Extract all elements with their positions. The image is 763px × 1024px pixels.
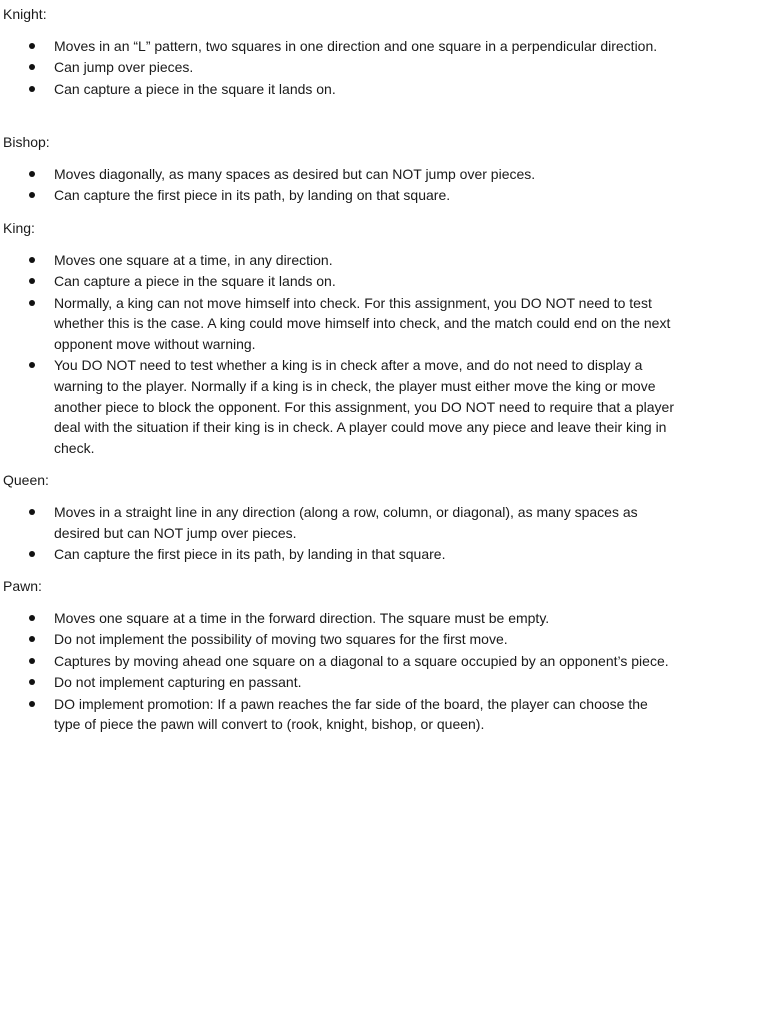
bullet-list xyxy=(0,502,700,565)
list-item xyxy=(0,271,674,292)
list-item-text: Moves in a straight line in any direction (along a row, column, or diagonal), as many spaces as desired but can NOT jump over pieces. xyxy=(54,504,638,541)
list-item-text: Captures by moving ahead one square on a diagonal to a square occupied by an opponent’s piece. xyxy=(54,652,669,669)
list-item xyxy=(0,694,674,735)
list-item-text: Moves diagonally, as many spaces as desired but can NOT jump over pieces. xyxy=(54,166,536,182)
bullet-icon xyxy=(29,300,35,306)
bullet-icon xyxy=(29,701,35,707)
list-item xyxy=(0,57,674,78)
list-item xyxy=(0,36,674,57)
list-item xyxy=(0,502,674,543)
list-item-text: Can capture the first piece in its path, by landing in that square. xyxy=(54,545,446,562)
bullet-icon xyxy=(29,257,35,263)
bullet-icon xyxy=(29,636,35,642)
section-heading: Queen: xyxy=(3,472,49,488)
bullet-icon xyxy=(29,171,35,177)
list-item xyxy=(0,355,674,458)
section-heading: Knight: xyxy=(3,6,47,22)
list-item-text: DO implement promotion: If a pawn reaches the far side of the board, the player can choose the type of piece the pawn will convert to (rook, knight, bishop, or queen). xyxy=(54,695,648,733)
list-item xyxy=(0,672,674,693)
list-item xyxy=(0,79,674,100)
list-item xyxy=(0,544,674,565)
list-item-text: Can jump over pieces. xyxy=(54,59,194,76)
bullet-icon xyxy=(29,192,35,198)
bullet-icon xyxy=(29,615,35,621)
list-item xyxy=(0,608,674,629)
list-item-text: Do not implement capturing en passant. xyxy=(54,674,302,691)
list-item xyxy=(0,293,674,355)
list-item xyxy=(0,164,674,185)
bullet-icon xyxy=(29,362,35,368)
bullet-icon xyxy=(29,658,35,664)
bullet-icon xyxy=(29,64,35,70)
bullet-icon xyxy=(29,551,35,557)
list-item-text: Can capture a piece in the square it lands on. xyxy=(54,80,336,97)
list-item xyxy=(0,250,674,271)
section-heading: Pawn: xyxy=(3,578,42,594)
list-item-text: Moves in an “L” pattern, two squares in one direction and one square in a perpendicular direction. xyxy=(54,38,658,54)
section-heading: King: xyxy=(3,220,35,236)
bullet-icon xyxy=(29,43,35,49)
list-item-text: Normally, a king can not move himself into check. For this assignment, you DO NOT need to test whether this is the case. A king could move himself into check, and the match could end on the next opponent move without warning. xyxy=(54,294,671,352)
list-item xyxy=(0,185,674,206)
list-item-text: Moves one square at a time in the forward direction. The square must be empty. xyxy=(54,610,550,626)
list-item-text: Moves one square at a time, in any direction. xyxy=(54,252,333,268)
section-heading: Bishop: xyxy=(3,134,50,150)
list-item-text: You DO NOT need to test whether a king is in check after a move, and do not need to display a warning to the player. Normally if a king is in check, the player must either move the king or move another piece to block the opponent. For this assignment, you DO NOT need to require that a player deal with the situation if their king is in check. A player could move any piece and leave their king in check. xyxy=(54,357,674,456)
bullet-icon xyxy=(29,278,35,284)
bullet-list xyxy=(0,250,700,459)
list-item-text: Can capture the first piece in its path, by landing on that square. xyxy=(54,187,451,204)
bullet-icon xyxy=(29,679,35,685)
list-item xyxy=(0,651,674,672)
bullet-list xyxy=(0,608,700,736)
bullet-icon xyxy=(29,509,35,515)
bullet-list xyxy=(0,164,700,207)
bullet-icon xyxy=(29,86,35,92)
list-item-text: Do not implement the possibility of moving two squares for the first move. xyxy=(54,631,508,648)
list-item xyxy=(0,629,674,650)
list-item-text: Can capture a piece in the square it lands on. xyxy=(54,273,336,290)
bullet-list xyxy=(0,36,700,100)
